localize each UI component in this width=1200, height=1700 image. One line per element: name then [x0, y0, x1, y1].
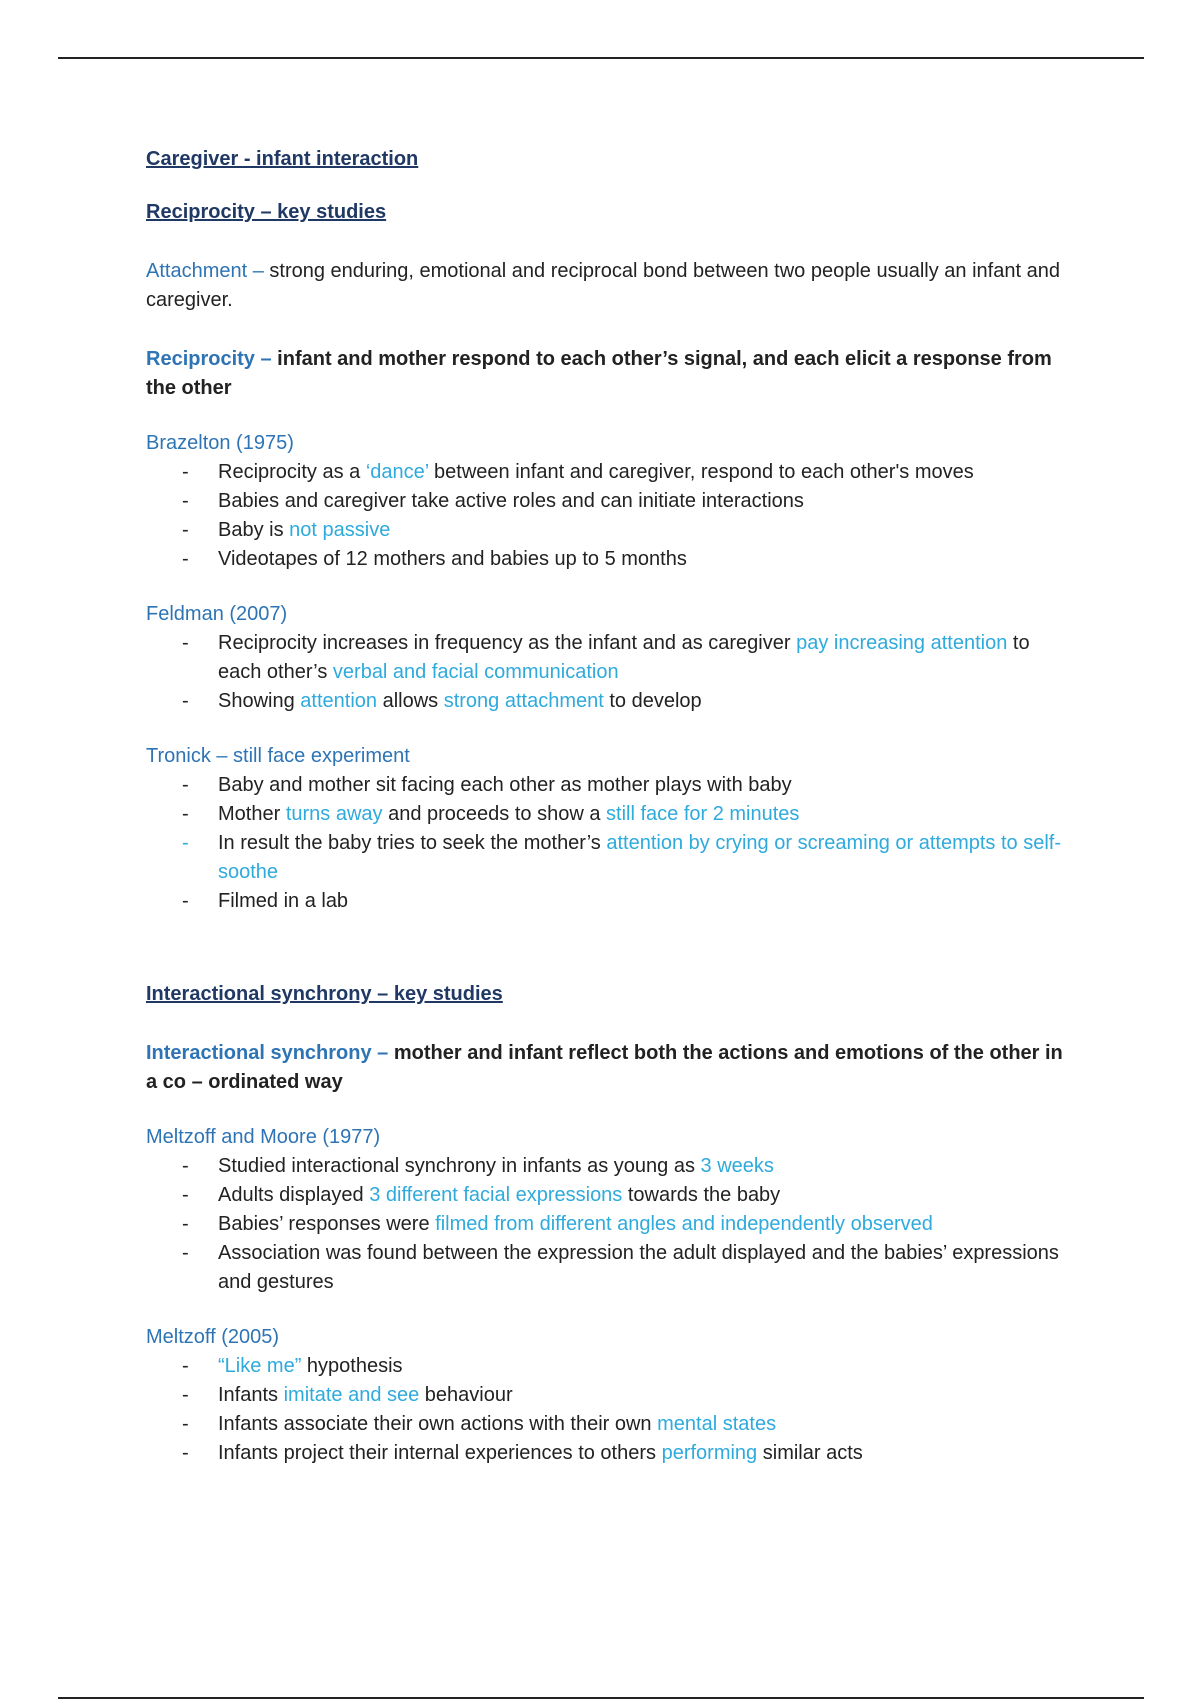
dash-marker: -	[182, 1413, 189, 1435]
bullet-list	[146, 1152, 1066, 1297]
study-tronick	[146, 742, 1066, 916]
list-item: - Association was found between the expression the adult displayed and the babies’ expressions and gestures	[146, 1239, 1066, 1297]
definition-text: mother and infant reflect both the actions and emotions of the other in a co – ordinated way	[146, 1042, 1063, 1093]
list-item: - Reciprocity increases in frequency as the infant and as caregiver pay increasing attention to each other’s verbal and facial communication	[146, 629, 1066, 687]
definition-text: infant and mother respond to each other’s signal, and each elicit a response from the other	[146, 348, 1052, 399]
list-item: - Mother turns away and proceeds to show a still face for 2 minutes	[146, 800, 1066, 829]
list-item: - Infants associate their own actions with their own mental states	[146, 1410, 1066, 1439]
dash-marker: -	[182, 632, 189, 654]
document-page	[146, 145, 1066, 1468]
bullet-list	[146, 629, 1066, 716]
list-item: - Babies’ responses were filmed from different angles and independently observed	[146, 1210, 1066, 1239]
study-heading: Feldman (2007)	[146, 603, 288, 625]
term-reciprocity: Reciprocity –	[146, 348, 272, 370]
list-item: - Infants project their internal experiences to others performing similar acts	[146, 1439, 1066, 1468]
footer-rule	[58, 1697, 1144, 1699]
dash-marker: -	[182, 461, 189, 483]
term-attachment: Attachment –	[146, 260, 264, 282]
dash-marker: -	[182, 519, 189, 541]
list-item: - Babies and caregiver take active roles and can initiate interactions	[146, 487, 1066, 516]
list-item: - Studied interactional synchrony in infants as young as 3 weeks	[146, 1152, 1066, 1181]
dash-marker: -	[182, 548, 189, 570]
dash-marker: -	[182, 1442, 189, 1464]
study-brazelton	[146, 429, 1066, 574]
term-synchrony: Interactional synchrony –	[146, 1042, 389, 1064]
bullet-list	[146, 1352, 1066, 1468]
section-subtitle-reciprocity: Reciprocity – key studies	[146, 201, 387, 223]
bullet-list	[146, 458, 1066, 574]
definition-text: strong enduring, emotional and reciprocal bond between two people usually an infant and caregiver.	[146, 260, 1060, 311]
definition-reciprocity	[146, 345, 1066, 403]
list-item: - Filmed in a lab	[146, 887, 1066, 916]
dash-marker: -	[182, 803, 189, 825]
list-item: - Reciprocity as a ‘dance’ between infant and caregiver, respond to each other's moves	[146, 458, 1066, 487]
section-title-caregiver: Caregiver - infant interaction	[146, 148, 419, 170]
list-item: - In result the baby tries to seek the mother’s attention by crying or screaming or attempts to self-soothe	[146, 829, 1066, 887]
section-title-synchrony: Interactional synchrony – key studies	[146, 983, 503, 1005]
dash-marker: -	[182, 1155, 189, 1177]
dash-marker: -	[182, 690, 189, 712]
dash-marker: -	[182, 774, 189, 796]
bullet-list	[146, 771, 1066, 916]
list-item: - Adults displayed 3 different facial expressions towards the baby	[146, 1181, 1066, 1210]
list-item: - Infants imitate and see behaviour	[146, 1381, 1066, 1410]
study-heading: Brazelton (1975)	[146, 432, 294, 454]
study-meltzoff-moore	[146, 1123, 1066, 1297]
study-feldman	[146, 600, 1066, 716]
dash-marker: -	[182, 1355, 189, 1377]
study-heading: Meltzoff and Moore (1977)	[146, 1126, 381, 1148]
list-item: - Baby and mother sit facing each other as mother plays with baby	[146, 771, 1066, 800]
definition-attachment	[146, 257, 1066, 315]
dash-marker: -	[182, 890, 189, 912]
list-item: - Videotapes of 12 mothers and babies up to 5 months	[146, 545, 1066, 574]
header-rule	[58, 57, 1144, 59]
dash-marker: -	[182, 1242, 189, 1264]
study-meltzoff	[146, 1323, 1066, 1468]
list-item: - “Like me” hypothesis	[146, 1352, 1066, 1381]
dash-marker: -	[182, 832, 189, 854]
definition-synchrony	[146, 1039, 1066, 1097]
list-item: - Baby is not passive	[146, 516, 1066, 545]
dash-marker: -	[182, 1184, 189, 1206]
dash-marker: -	[182, 1384, 189, 1406]
study-heading: Tronick – still face experiment	[146, 745, 410, 767]
study-heading: Meltzoff (2005)	[146, 1326, 280, 1348]
dash-marker: -	[182, 490, 189, 512]
dash-marker: -	[182, 1213, 189, 1235]
list-item: - Showing attention allows strong attachment to develop	[146, 687, 1066, 716]
